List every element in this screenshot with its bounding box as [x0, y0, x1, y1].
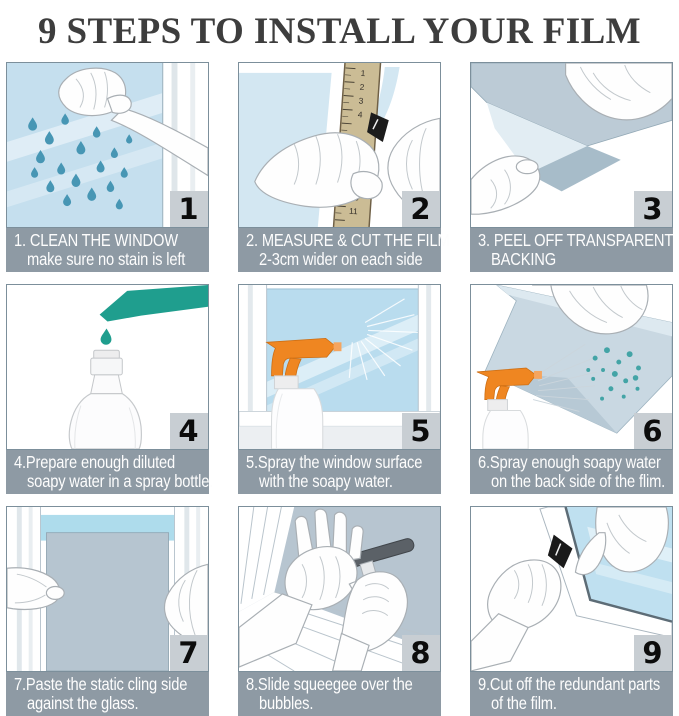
- step-panel-1: [6, 62, 209, 272]
- nozzle-icon: [334, 342, 342, 351]
- step-panel-5: [238, 284, 441, 494]
- step-caption: 7.Paste the static cling side against the glass.: [6, 672, 209, 716]
- ruler-number: 1: [360, 67, 366, 79]
- step-panel-6: [470, 284, 673, 494]
- step-panel-7: [6, 506, 209, 716]
- ruler-number: 2: [359, 81, 365, 93]
- step-number-badge: 4: [170, 413, 208, 449]
- step-panel-8: [238, 506, 441, 716]
- step-caption: 8.Slide squeegee over the bubbles.: [238, 672, 441, 716]
- step-caption: 5.Spray the window surface with the soapy water.: [238, 450, 441, 494]
- step-panel-3: [470, 62, 673, 272]
- step-number-badge: 9: [634, 635, 672, 671]
- steps-grid: [0, 62, 679, 716]
- nozzle-icon: [534, 371, 542, 379]
- step-caption: 2. MEASURE & CUT THE FILM 2-3cm wider on each side: [238, 228, 441, 272]
- step-caption: 4.Prepare enough diluted soapy water in a spray bottle.: [6, 450, 209, 494]
- step-number-badge: 8: [402, 635, 440, 671]
- film-sheet: [46, 533, 168, 671]
- step-number-badge: 7: [170, 635, 208, 671]
- fingertip-icon: [516, 160, 538, 174]
- step-panel-9: [470, 506, 673, 716]
- ruler-number: 4: [357, 109, 363, 120]
- page-title: 9 STEPS TO INSTALL YOUR FILM: [37, 10, 642, 52]
- ruler-number: 3: [358, 95, 364, 106]
- step-number-badge: 3: [634, 191, 672, 227]
- step-caption: 9.Cut off the redundant parts of the film.: [470, 672, 673, 716]
- step-caption: 6.Spray enough soapy water on the back side of the flim.: [470, 450, 673, 494]
- step-caption: 3. PEEL OFF TRANSPARENT BACKING: [470, 228, 673, 272]
- step-number-badge: 6: [634, 413, 672, 449]
- step-panel-2: [238, 62, 450, 272]
- ruler-number: 11: [348, 205, 359, 217]
- thumb-icon: [351, 172, 382, 199]
- step-panel-4: [6, 284, 214, 494]
- step-number-badge: 1: [170, 191, 208, 227]
- step-number-badge: 5: [402, 413, 440, 449]
- step-number-badge: 2: [402, 191, 440, 227]
- step-caption: 1. CLEAN THE WINDOW make sure no stain is left: [6, 228, 209, 272]
